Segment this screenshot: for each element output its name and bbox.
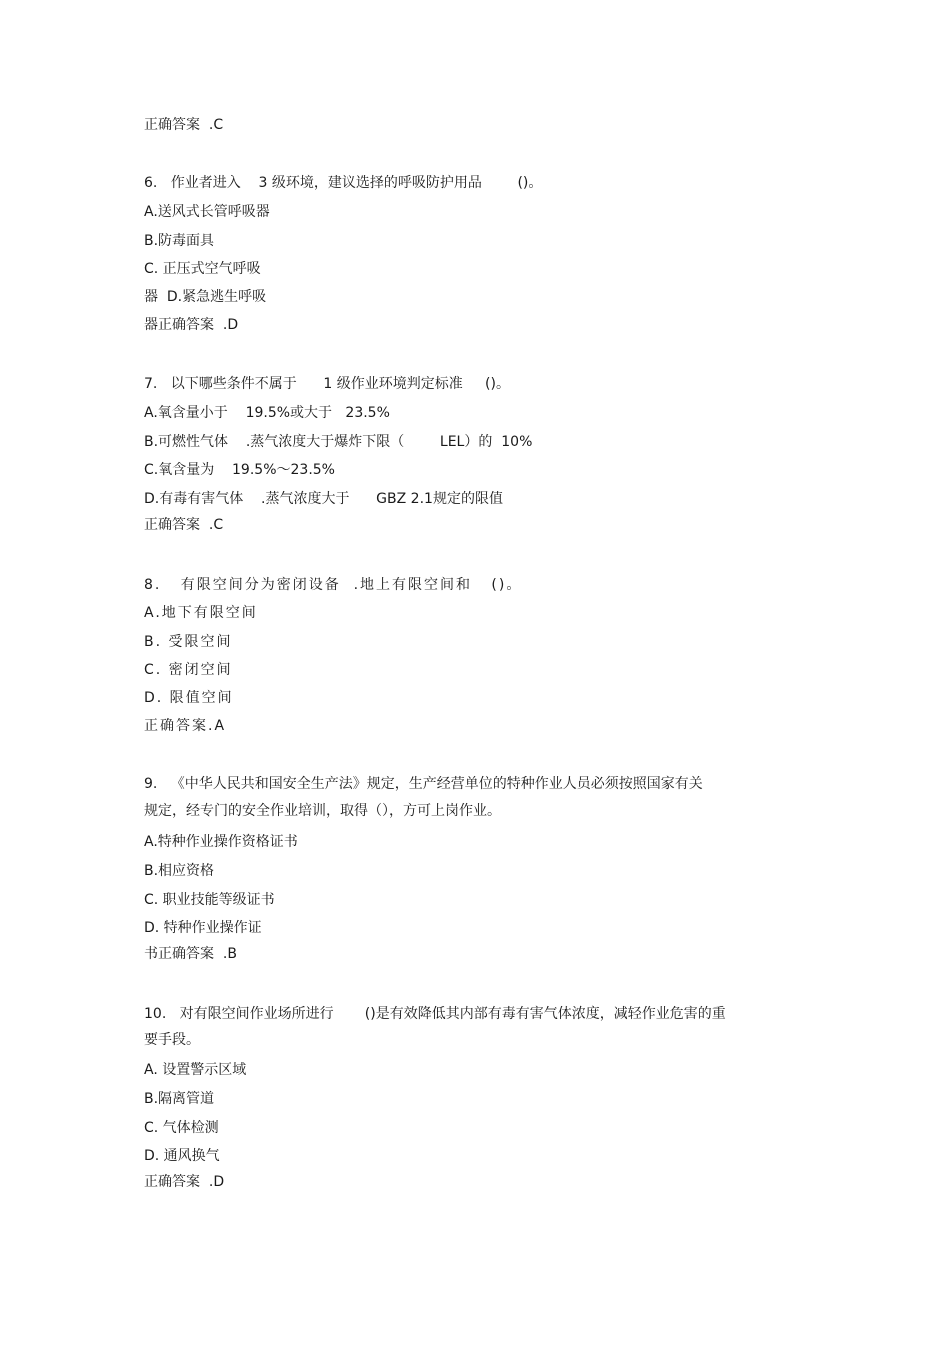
answer-line: 正确答案 .C xyxy=(144,117,224,133)
option-line: B.隔离管道 xyxy=(144,1091,215,1107)
option-line: C. 正压式空气呼吸 xyxy=(144,261,261,277)
option-line: A. 设置警示区域 xyxy=(144,1062,247,1078)
option-line: A.送风式长管呼吸器 xyxy=(144,204,270,220)
option-line: D. 通风换气 xyxy=(144,1148,220,1164)
question-8: 8. 有限空间分为密闭设备 .地上有限空间和 ()。 xyxy=(144,577,523,593)
question-9-continued: 规定，经专门的安全作业培训，取得（），方可上岗作业。 xyxy=(144,803,501,819)
answer-line: 正确答案.A xyxy=(144,718,227,734)
option-line: D. 限值空间 xyxy=(144,690,234,706)
question-10-continued: 要手段。 xyxy=(144,1032,200,1048)
option-line: C. 密闭空间 xyxy=(144,662,233,678)
option-line: A.氧含量小于 19.5%或大于 23.5% xyxy=(144,405,390,421)
option-line: D. 特种作业操作证 xyxy=(144,920,262,936)
question-6: 6. 作业者进入 3 级环境，建议选择的呼吸防护用品 ()。 xyxy=(144,175,543,191)
option-line: C. 职业技能等级证书 xyxy=(144,892,275,908)
option-line: D.有毒有害气体 .蒸气浓度大于 GBZ 2.1规定的限值 xyxy=(144,491,503,507)
option-line: B.可燃性气体 .蒸气浓度大于爆炸下限（ LEL）的 10% xyxy=(144,434,533,450)
question-10: 10. 对有限空间作业场所进行 ()是有效降低其内部有毒有害气体浓度，减轻作业危害的重 xyxy=(144,1006,726,1022)
question-9: 9. 《中华人民共和国安全生产法》规定，生产经营单位的特种作业人员必须按照国家有关 xyxy=(144,776,703,792)
answer-line: 器正确答案 .D xyxy=(144,317,239,333)
option-line: A.特种作业操作资格证书 xyxy=(144,834,298,850)
option-line: A.地下有限空间 xyxy=(144,605,258,621)
option-line: B. 受限空间 xyxy=(144,634,233,650)
option-line: C.氧含量为 19.5%～23.5% xyxy=(144,462,335,478)
answer-line: 书正确答案 .B xyxy=(144,946,237,962)
option-line: C. 气体检测 xyxy=(144,1120,219,1136)
answer-line: 正确答案 .C xyxy=(144,517,224,533)
option-line: B.防毒面具 xyxy=(144,233,215,249)
answer-line: 正确答案 .D xyxy=(144,1174,225,1190)
option-line: 器 D.紧急逃生呼吸 xyxy=(144,289,267,305)
question-7: 7. 以下哪些条件不属于 1 级作业环境判定标准 ()。 xyxy=(144,376,510,392)
option-line: B.相应资格 xyxy=(144,863,215,879)
